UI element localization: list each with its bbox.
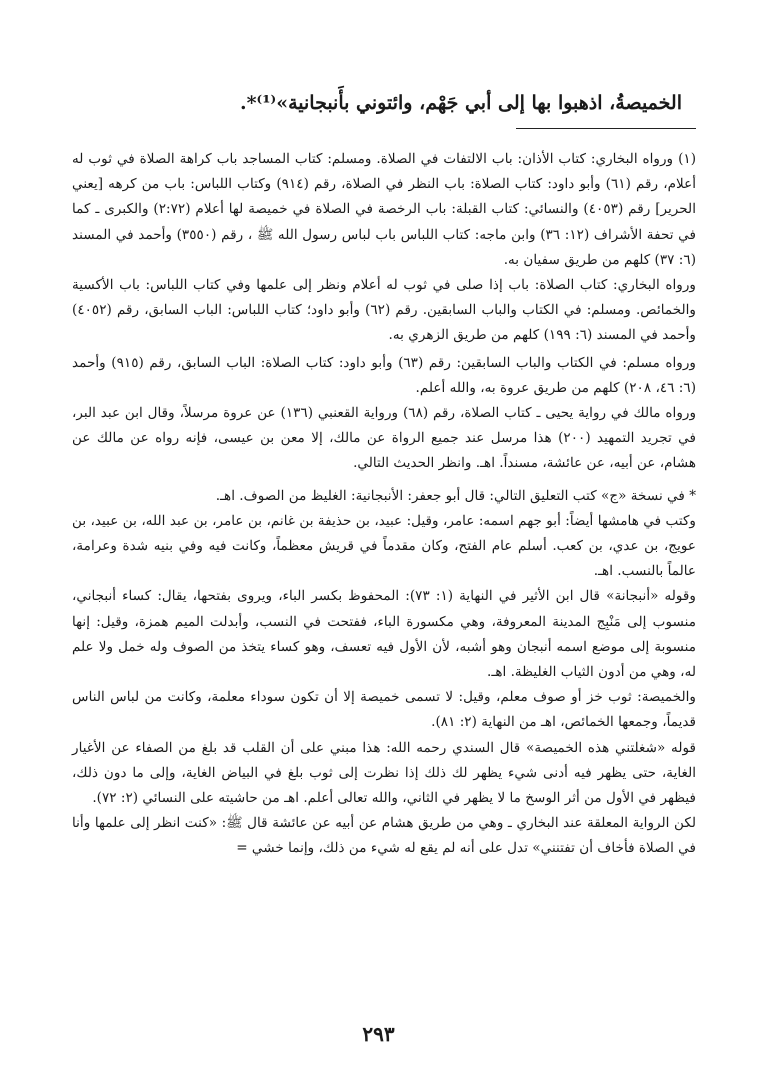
star-note-paragraph: لكن الرواية المعلقة عند البخاري ـ وهي من طريق هشام عن أبيه عن عائشة قال ﷺ: «كنت انظر إلى علمها وأنا في الصلاة فأخاف أن تفتنني» تدل على أنه لم يقع له شيء من ذلك، وإنما خشي = xyxy=(72,815,696,857)
footnote-separator xyxy=(72,128,696,139)
footnote-paragraph: (١) ورواه البخاري: كتاب الأذان: باب الالتفات في الصلاة. ومسلم: كتاب المساجد باب كراهة الصلاة في ثوب له أعلام، رقم (٦١) وأبو داود: كتاب الصلاة: باب النظر في الصلاة، رقم (٩١٤) وكتاب اللباس: باب من كرهه [يعني الحرير] رقم (٤٠٥٣) والنسائي: كتاب القبلة: باب الرخصة في الصلاة في خميصة لها أعلام (٢:٧٢) والكبرى ـ كما في تحفة الأشراف (١٢: ٣٦) وابن ماجه: كتاب اللباس باب لباس رسول الله ﷺ ، رقم (٣٥٥٠) وأحمد في المسند (٦: ٣٧) كلهم من طريق سفيان به. xyxy=(72,151,696,268)
main-text: الخميصةُ، اذهبوا بها إلى أبي جَهْم، وائتوني بأَنبجانية»⁽¹⁾*. xyxy=(239,92,682,114)
page-body xyxy=(72,88,696,862)
star-note-paragraph: * في نسخة «ج» كتب التعليق التالي: قال أبو جعفر: الأنبجانية: الغليظ من الصوف. اهـ. xyxy=(215,487,696,504)
footnote-paragraph: ورواه مسلم: في الكتاب والباب السابقين: رقم (٦٣) وأبو داود: كتاب الصلاة: الباب السابق، رقم (٩١٥) وأحمد (٦: ٤٦، ٢٠٨) كلهم من طريق عروة به، والله أعلم. xyxy=(72,354,696,396)
footnote-paragraph: ورواه مالك في رواية يحيى ـ كتاب الصلاة، رقم (٦٨) ورواية القعنبي (١٣٦) عن عروة مرسلاً، وقال ابن عبد البر، في تجريد التمهيد (٢٠٠) هذا مرسل عند جميع الرواة عن مالك، إلا معن بن عيسى، فإنه رواه عن مالك عن هشام، عن أبيه، عن عائشة، مسنداً. اهـ. وانظر الحديث التالي. xyxy=(72,405,697,472)
star-note-paragraph: قوله «شغلتني هذه الخميصة» قال السندي رحمه الله: هذا مبني على أن القلب قد بلغ من الصفاء عن الأغيار الغاية، حتى يظهر فيه أدنى شيء يظهر لك ذلك إذا نظرت إلى ثوب بلغ في البياض الغاية، وإلى ما دون ذلك، فيظهر في الأول من أثر الوسخ ما لا يظهر في الثاني، والله تعالى أعلم. اهـ من حاشيته على النسائي (٢: ٧٢). xyxy=(72,739,696,807)
star-note-paragraph: والخميصة: ثوب خز أو صوف معلم، وقيل: لا تسمى خميصة إلا أن تكون سوداء معلمة، وكانت من لباس الناس قديماً، وجمعها الخمائص، اهـ من النهاية (٢: ٨١). xyxy=(72,689,696,731)
footnote-paragraph: ورواه البخاري: كتاب الصلاة: باب إذا صلى في ثوب له أعلام ونظر إلى علمها وفي كتاب اللباس: باب الأكسية والخمائص. ومسلم: في الكتاب والباب السابقين. رقم (٦٢) وأبو داود؛ كتاب اللباس: الباب السابق، رقم (٤٠٥٢) وأحمد في المسند (٦: ١٩٩) كلهم من طريق الزهري به. xyxy=(72,277,696,344)
star-note-paragraph: وقوله «أنبجانة» قال ابن الأثير في النهاية (١: ٧٣): المحفوظ بكسر الباء، ويروى بفتحها، يقال: كساء أنبجاني، منسوب إلى مَنْبِج المدينة المعروفة، وهي مكسورة الباء، ففتحت في النسب، وأبدلت الميم همزة، وقيل: إنها منسوبة إلى موضع اسمه أنبجان وهو أشبه، لأن الأول فيه تعسف، وهو كساء يتخذ من الصوف وله خمل ولا علم له، وهي من أدون الثياب الغليظة. اهـ. xyxy=(72,588,696,681)
page-number: ٢٩٣ xyxy=(362,1022,395,1046)
star-note xyxy=(72,484,696,862)
star-note-paragraph: وكتب في هامشها أيضاً: أبو جهم اسمه: عامر، وقيل: عبيد، بن حذيفة بن غانم، بن عامر، بن عبد الله، بن عبيد، بن عويج، بن عدي، بن كعب. أسلم عام الفتح، وكان مقدماً في قريش معظماً، وكانت فيه وفي بنيه شدة وعرامة، عالماً بالنسب. اهـ. xyxy=(72,512,696,580)
footnote-1 xyxy=(72,147,696,477)
